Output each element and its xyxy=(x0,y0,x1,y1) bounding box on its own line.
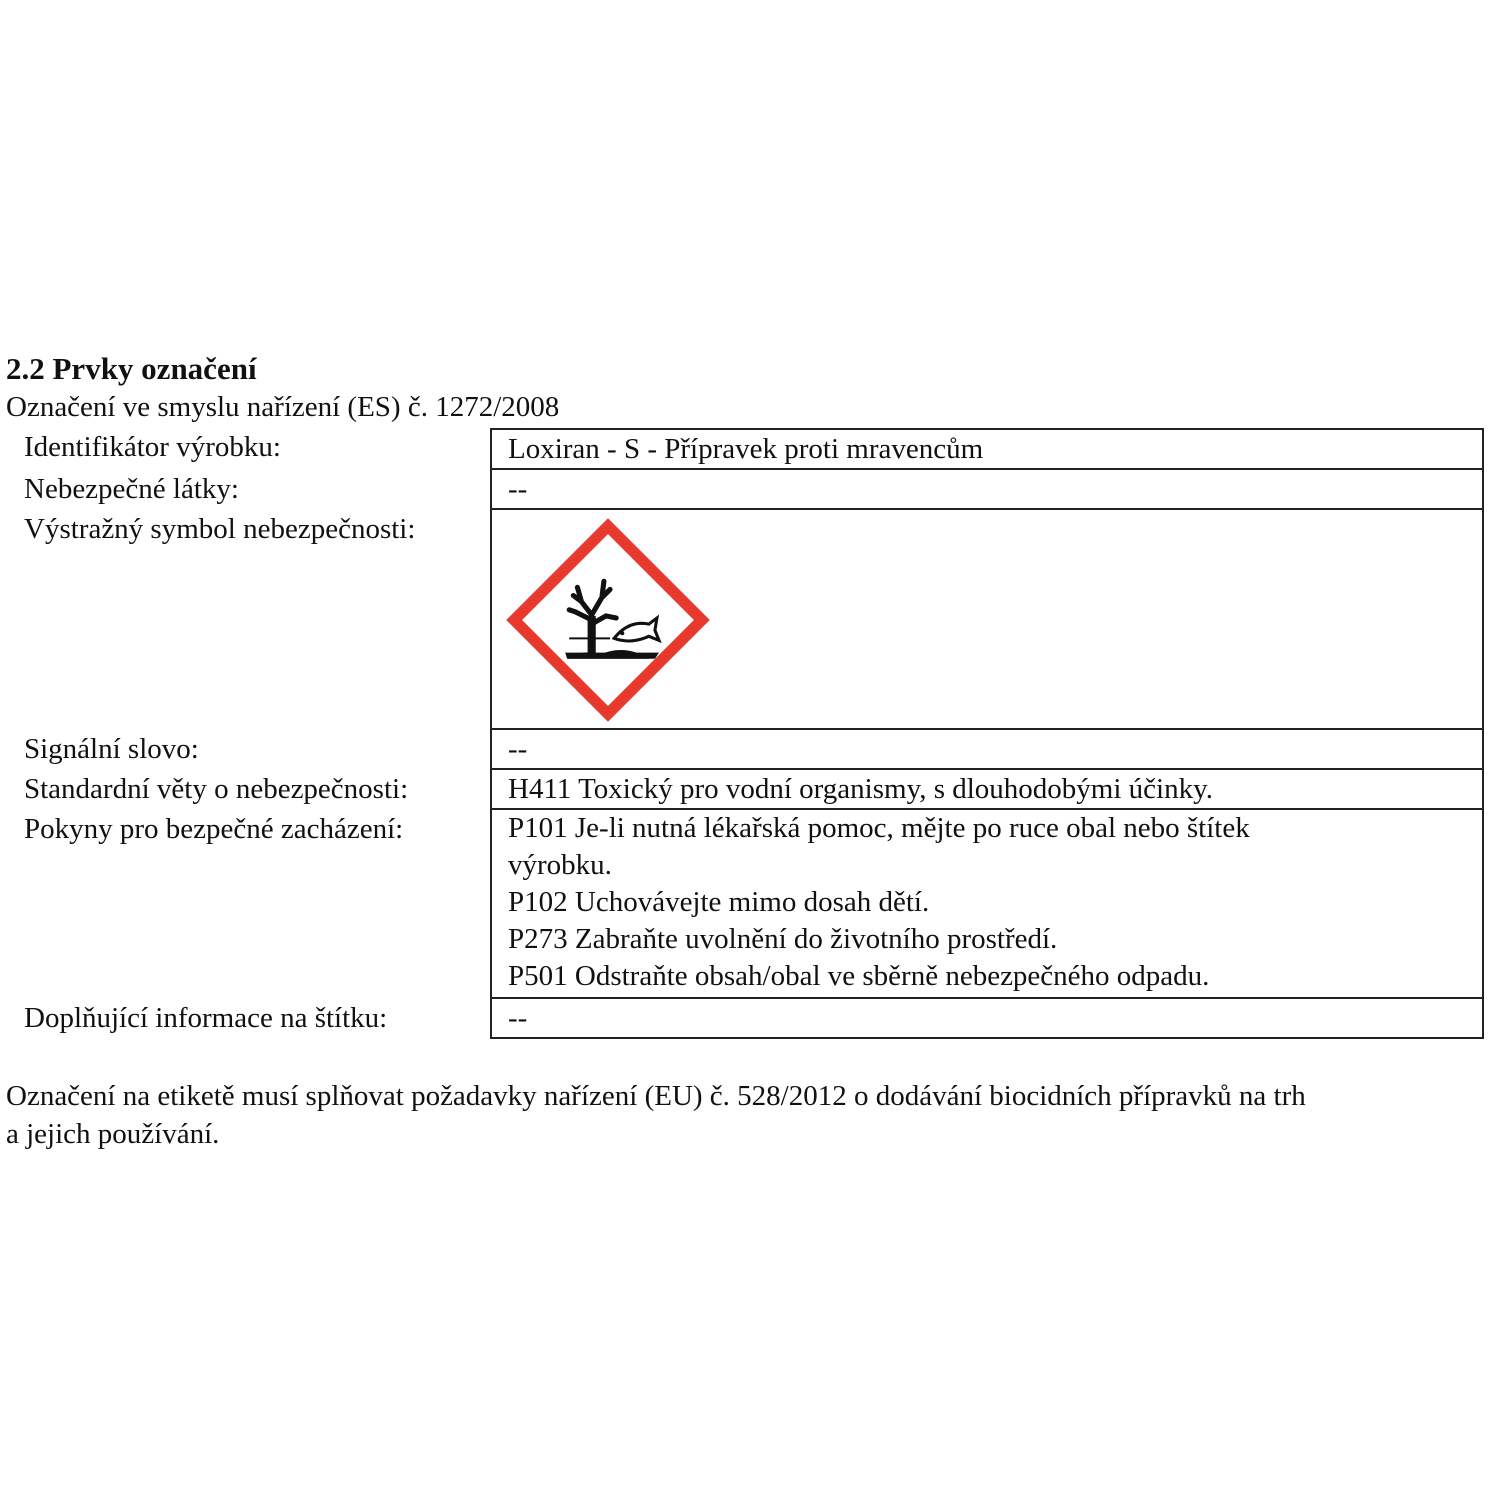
ghs09-environment-icon xyxy=(506,518,710,722)
document-section xyxy=(6,350,1486,1153)
hazardous-value: -- xyxy=(490,470,1484,510)
pictogram-label: Výstražný symbol nebezpečnosti: xyxy=(24,513,416,545)
precautionary-line: P101 Je-li nutná lékařská pomoc, mějte po ruce obal nebo štítek xyxy=(508,812,1250,844)
row-hazardous-substances xyxy=(6,470,1486,510)
additional-value: -- xyxy=(490,999,1484,1039)
row-identifier xyxy=(6,428,1486,470)
row-pictogram xyxy=(6,510,1486,730)
identifier-value: Loxiran - S - Přípravek proti mravencům xyxy=(490,428,1484,470)
footer-line-2: a jejich používání. xyxy=(6,1118,220,1150)
precautionary-line: P102 Uchovávejte mimo dosah dětí. xyxy=(508,886,930,918)
section-heading: 2.2 Prvky označení xyxy=(6,351,257,386)
footer-line-1: Označení na etiketě musí splňovat požadavky nařízení (EU) č. 528/2012 o dodávání biocidních přípravků na trh xyxy=(6,1080,1306,1112)
pictogram-cell xyxy=(490,510,1484,730)
footer-note xyxy=(6,1077,1486,1153)
row-precautionary xyxy=(6,810,1486,999)
row-additional-info xyxy=(6,999,1486,1039)
hazardous-label: Nebezpečné látky: xyxy=(24,473,239,505)
hazard-statements-label: Standardní věty o nebezpečnosti: xyxy=(24,773,409,805)
precautionary-line: P273 Zabraňte uvolnění do životního prostředí. xyxy=(508,923,1058,955)
signal-value: -- xyxy=(490,730,1484,770)
row-hazard-statements xyxy=(6,770,1486,810)
signal-label: Signální slovo: xyxy=(24,733,199,765)
section-subheading: Označení ve smyslu nařízení (ES) č. 1272/2008 xyxy=(6,391,560,423)
precautionary-line: P501 Odstraňte obsah/obal ve sběrně nebezpečného odpadu. xyxy=(508,960,1210,992)
identifier-label: Identifikátor výrobku: xyxy=(24,431,281,463)
precautionary-line: výrobku. xyxy=(508,849,612,881)
row-signal-word xyxy=(6,730,1486,770)
precautionary-value xyxy=(490,810,1484,999)
additional-label: Doplňující informace na štítku: xyxy=(24,1002,388,1034)
label-elements-table xyxy=(6,428,1486,1039)
precautionary-label: Pokyny pro bezpečné zacházení: xyxy=(24,813,404,845)
hazard-statements-value: H411 Toxický pro vodní organismy, s dlouhodobými účinky. xyxy=(490,770,1484,810)
